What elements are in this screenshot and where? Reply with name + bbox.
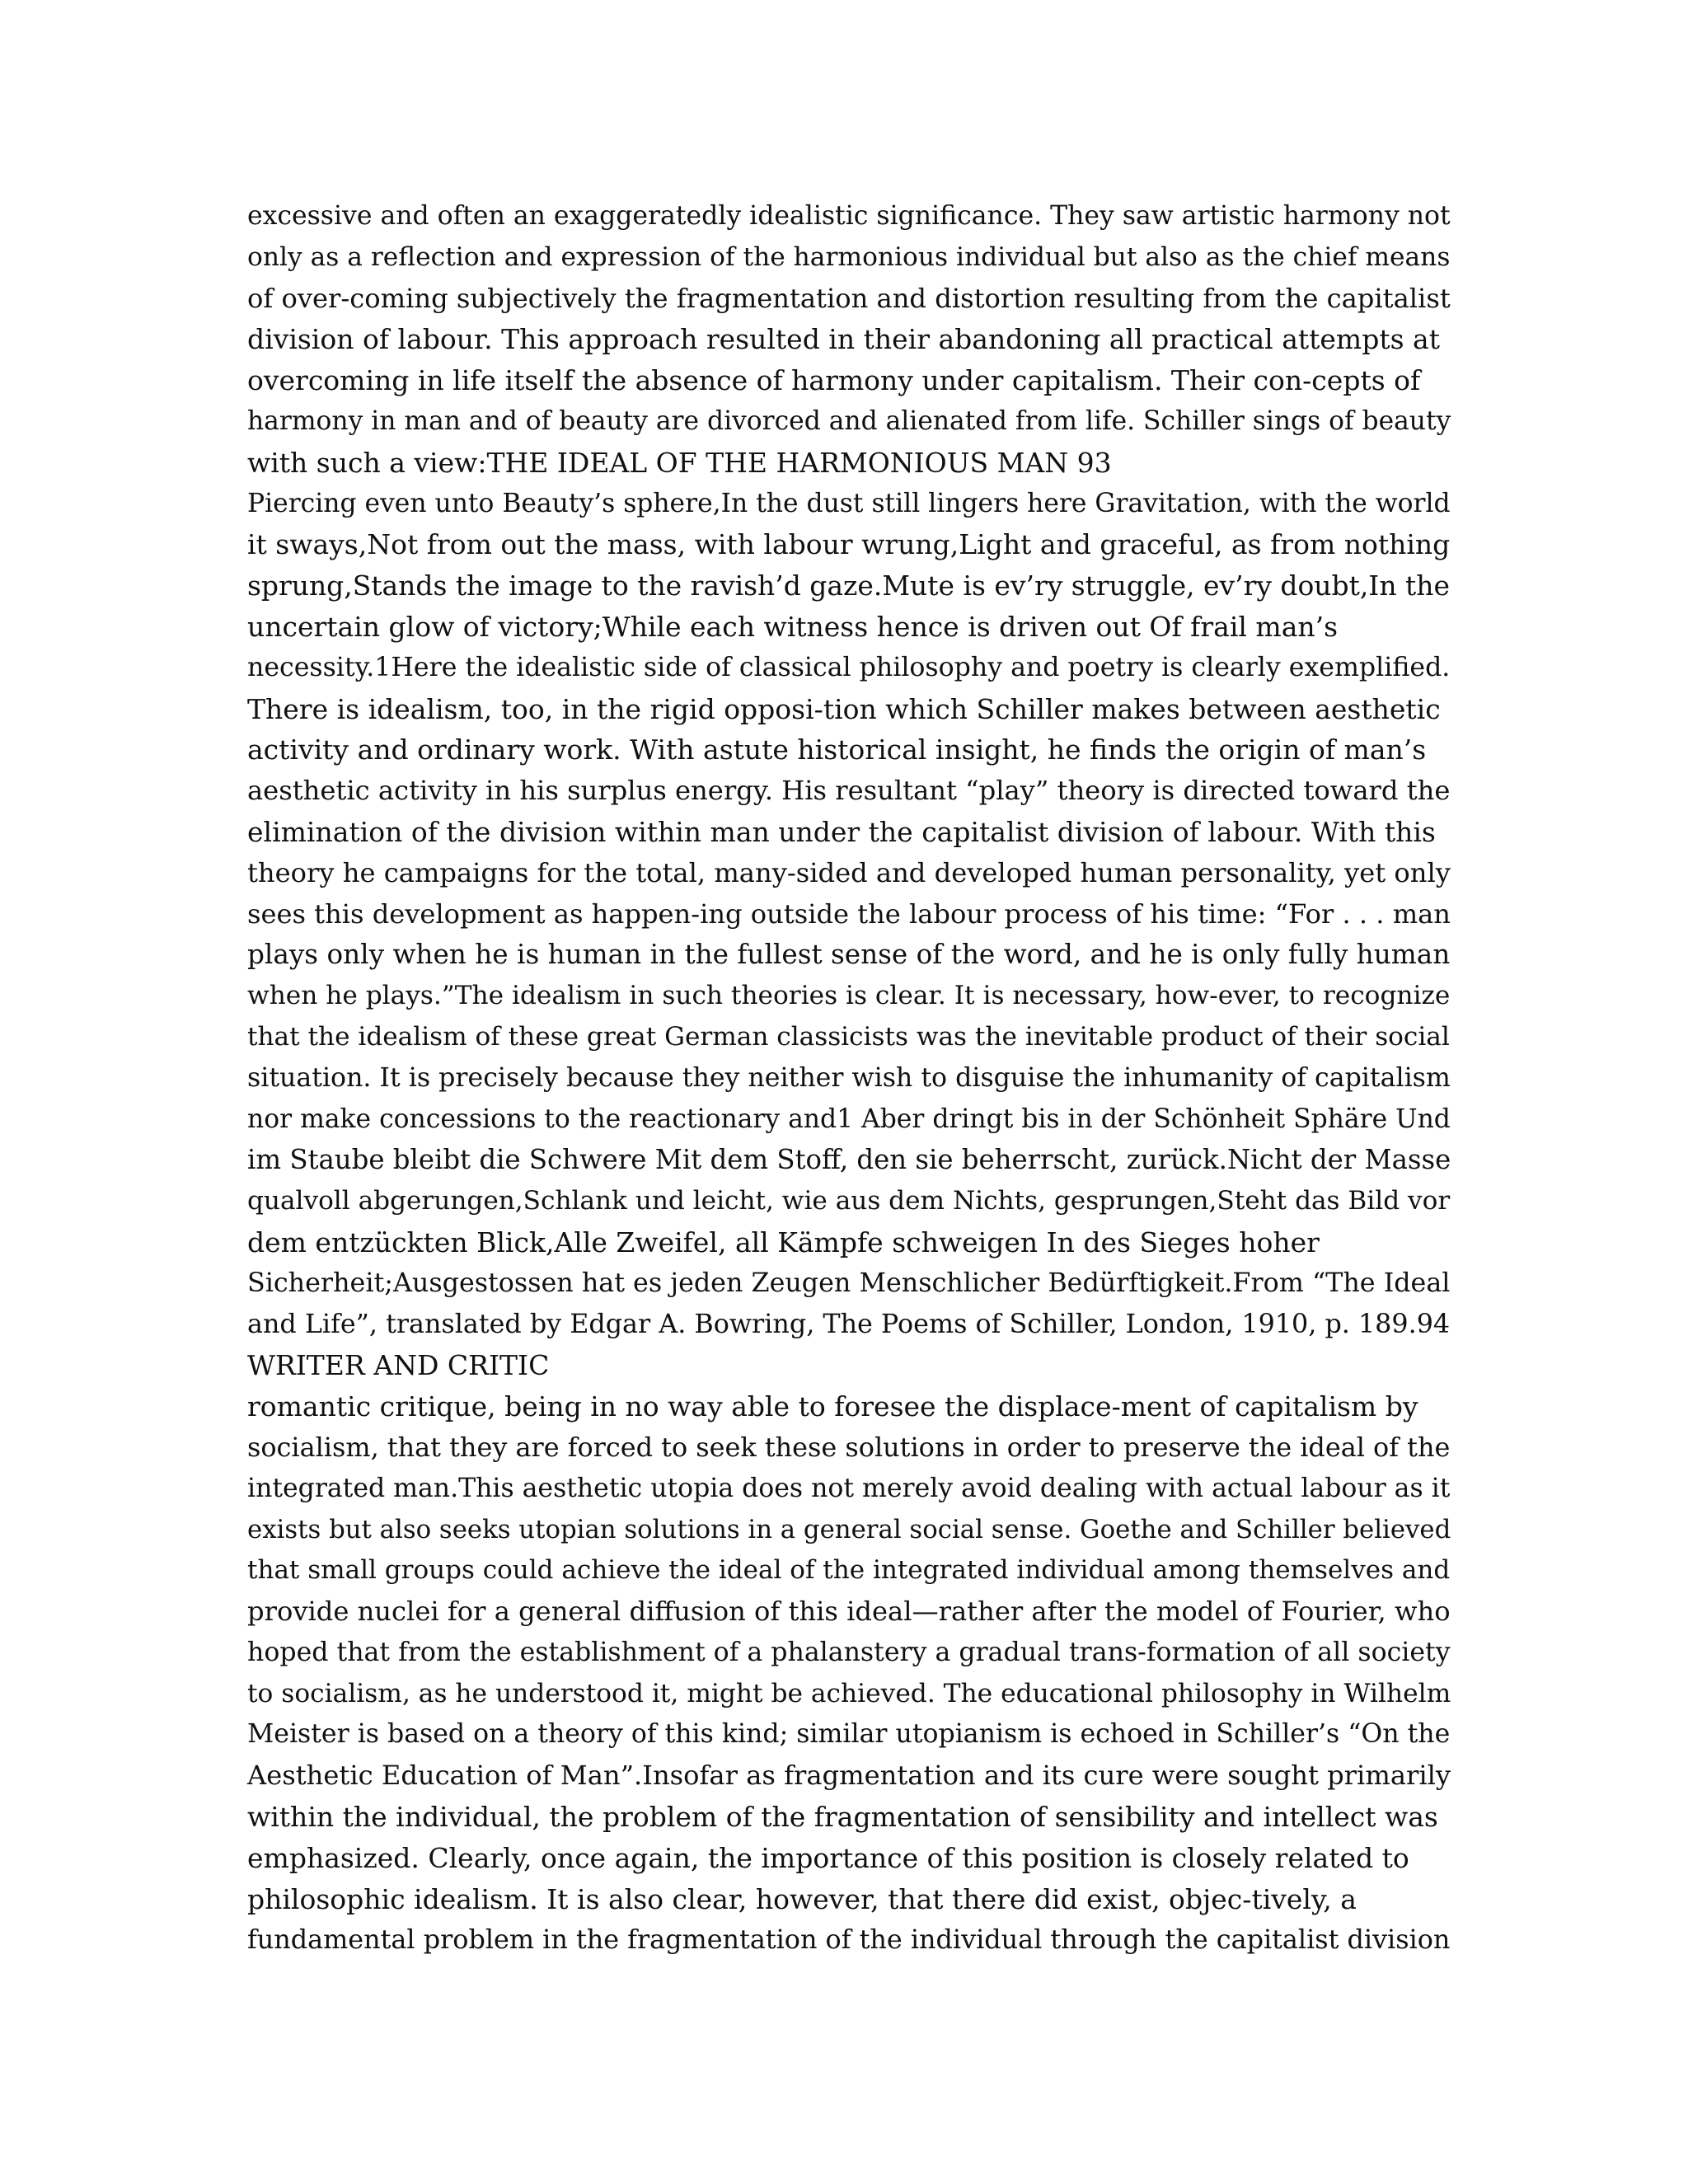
text-line: overcoming in life itself the absence of harmony under capitalism. Their con-cepts of [247,364,1421,397]
text-line: Sicherheit;Ausgestossen hat es jeden Zeugen Menschlicher Bedürftigkeit.From “The Ideal [247,1268,1451,1298]
text-line: qualvoll abgerungen,Schlank und leicht, wie aus dem Nichts, gesprungen,Steht das Bild vor [247,1186,1451,1216]
text-line: aesthetic activity in his surplus energy. His resultant “play” theory is directed toward the [247,775,1451,807]
text-line: uncertain glow of victory;While each witness hence is driven out Of frail man’s [247,610,1339,643]
text-line: socialism, that they are forced to seek these solutions in order to preserve the ideal of the [247,1431,1451,1463]
text-line: excessive and often an exaggeratedly idealistic significance. They saw artistic harmony not [247,201,1451,231]
text-line: There is idealism, too, in the rigid opposi-tion which Schiller makes between aesthetic [247,692,1441,725]
text-line: dem entzückten Blick,Alle Zweifel, all Kämpfe schweigen In des Sieges hoher [247,1226,1320,1258]
text-line: that the idealism of these great German classicists was the inevitable product of their social [247,1021,1450,1052]
text-line: fundamental problem in the fragmentation of the individual through the capitalist division [247,1924,1451,1956]
text-line: Piercing even unto Beauty’s sphere,In the dust still lingers here Gravitation, with the world [247,488,1451,518]
text-line: integrated man.This aesthetic utopia does not merely avoid dealing with actual labour as it [247,1473,1451,1503]
text-line: with such a view:THE IDEAL OF THE HARMONIOUS MAN 93 [247,446,1112,479]
text-line: hoped that from the establishment of a phalanstery a gradual trans-formation of all society [247,1637,1451,1667]
text-line: situation. It is precisely because they neither wish to disguise the inhumanity of capitalism [247,1062,1451,1093]
text-line: nor make concessions to the reactionary and1 Aber dringt bis in der Schönheit Sphäre Und [247,1104,1451,1134]
text-line: romantic critique, being in no way able to foresee the displace-ment of capitalism by [247,1390,1418,1423]
text-line: necessity.1Here the idealistic side of classical philosophy and poetry is clearly exemplified. [247,652,1451,682]
text-line: it sways,Not from out the mass, with labour wrung,Light and graceful, as from nothing [247,528,1451,561]
text-line: sees this development as happen-ing outside the labour process of his time: “For . . . man [247,898,1451,930]
text-line: elimination of the division within man under the capitalist division of labour. With this [247,815,1436,848]
text-line: im Staube bleibt die Schwere Mit dem Stoff, den sie beherrscht, zurück.Nicht der Masse [247,1144,1451,1176]
page-text-body [247,196,1451,1961]
text-line: Meister is based on a theory of this kind; similar utopianism is echoed in Schiller’s “On the [247,1719,1451,1750]
text-line: philosophic idealism. It is also clear, however, that there did exist, objec-tively, a [247,1882,1357,1915]
text-line: harmony in man and of beauty are divorced and alienated from life. Schiller sings of beauty [247,405,1451,436]
text-line: emphasized. Clearly, once again, the importance of this position is closely related to [247,1841,1409,1874]
text-line: exists but also seeks utopian solutions in a general social sense. Goethe and Schiller believed [247,1514,1451,1544]
text-line: plays only when he is human in the fullest sense of the word, and he is only fully human [247,939,1451,971]
text-line: and Life”, translated by Edgar A. Bowring, The Poems of Schiller, London, 1910, p. 189.94 [247,1309,1451,1339]
text-line: provide nuclei for a general diffusion of this ideal—rather after the model of Fourier, who [247,1596,1451,1628]
text-line: sprung,Stands the image to the ravish’d gaze.Mute is ev’ry struggle, ev’ry doubt,In the [247,569,1450,602]
text-line: to socialism, as he understood it, might be achieved. The educational philosophy in Wilhelm [247,1678,1451,1708]
text-line: theory he campaigns for the total, many-sided and developed human personality, yet only [247,856,1451,888]
text-line: of over-coming subjectively the fragmentation and distortion resulting from the capitalist [247,282,1451,314]
text-line: within the individual, the problem of the fragmentation of sensibility and intellect was [247,1801,1438,1834]
text-line: only as a reflection and expression of the harmonious individual but also as the chief means [247,241,1451,272]
text-line: when he plays.”The idealism in such theories is clear. It is necessary, how-ever, to recognize [247,981,1451,1011]
text-line: activity and ordinary work. With astute historical insight, he finds the origin of man’s [247,733,1427,766]
text-line: that small groups could achieve the ideal of the integrated individual among themselves and [247,1555,1451,1586]
text-line: division of labour. This approach resulted in their abandoning all practical attempts at [247,323,1440,356]
text-line: Aesthetic Education of Man”.Insofar as fragmentation and its cure were sought primarily [247,1760,1451,1792]
text-line: WRITER AND CRITIC [247,1349,550,1382]
